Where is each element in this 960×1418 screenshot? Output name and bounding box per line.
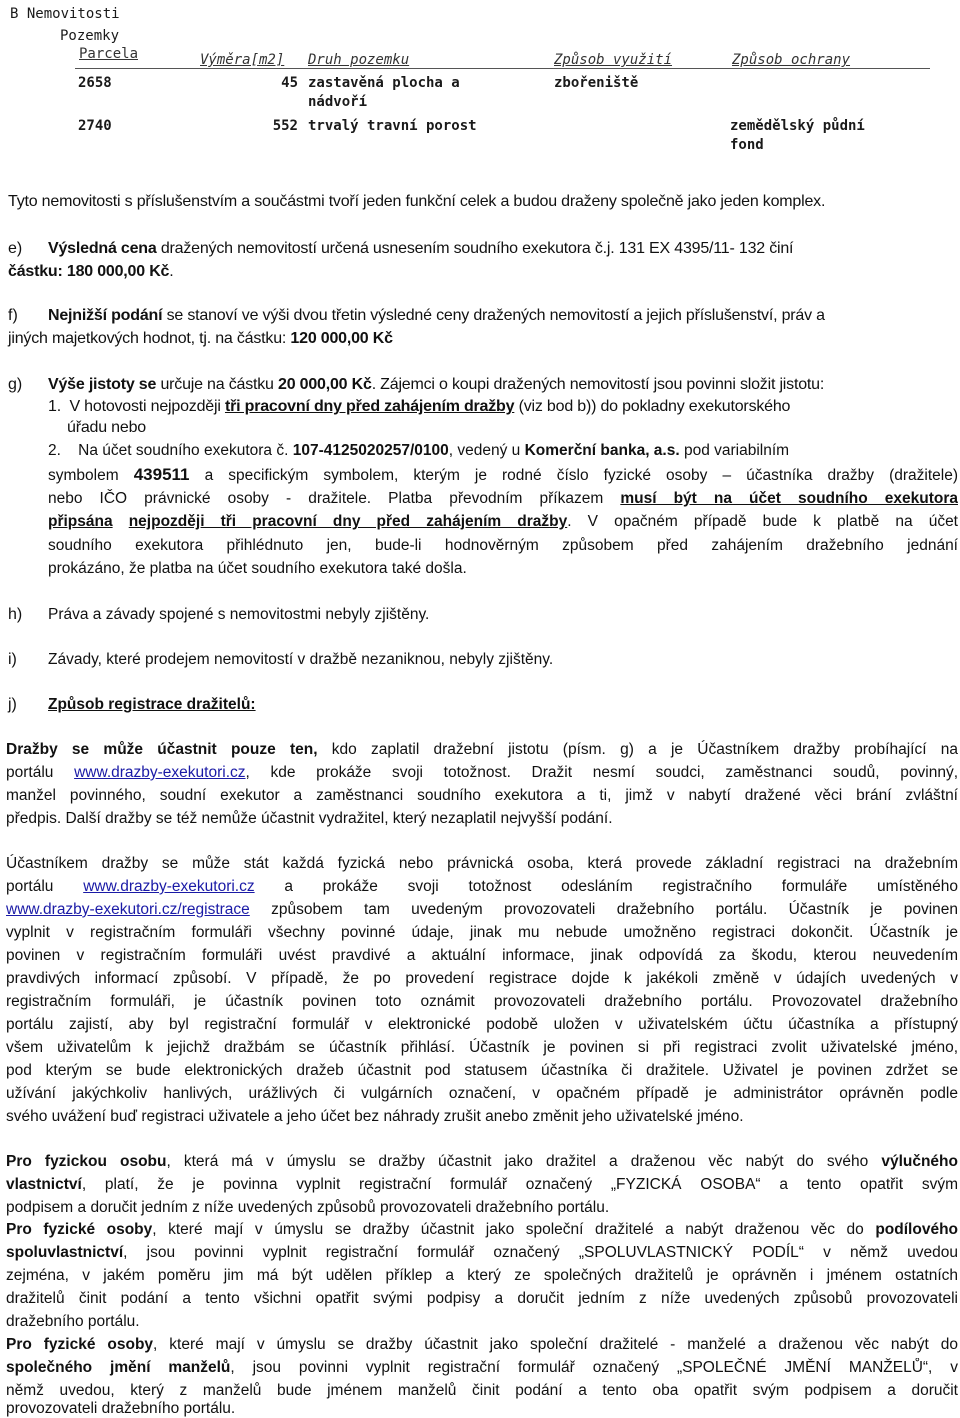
- item-h-label: h): [8, 606, 23, 623]
- item-g-para-l1: symbolem 439511 a specifickým symbolem, kterým je rodné číslo fyzické osoby – účastníka dražby (dražitele): [48, 465, 958, 484]
- parcel-column-header: Parcela: [79, 46, 139, 62]
- item-e-line2: částku: 180 000,00 Kč.: [8, 263, 174, 280]
- para3-l1: Pro fyzickou osobu, která má v úmyslu se dražby účastnit jako dražitel a draženou věc nabýt do svého výlučného: [6, 1153, 958, 1170]
- protection-column-header: Způsob ochrany: [732, 52, 851, 68]
- para1-l4: předpis. Další dražby se též nemůže účastnit vydražitel, který nezaplatil nejvyšší podání.: [6, 810, 613, 827]
- item-j-heading: Způsob registrace dražitelů:: [48, 696, 256, 713]
- para3-l11: němž uvedou, který z manželů bude jménem manželů činit podání a tento oba opatřit svým podpisem a doručit: [6, 1382, 958, 1399]
- item-g-label: g): [8, 376, 23, 393]
- para2-l8: portálu zajistí, aby byl registrační formulář v elektronické podobě uložen v uživatelském účtu účastníka a přístupný: [6, 1016, 958, 1033]
- item-j-label: j): [8, 696, 17, 713]
- item-i-label: i): [8, 651, 17, 668]
- item-g-para-l4: soudního exekutora přihlédnuto jen, bude-li hodnověrným způsobem před zahájením dražebního jednání: [48, 537, 958, 554]
- register-subsection-title: Pozemky: [60, 28, 120, 44]
- item-g-list-2: 2. Na účet soudního exekutora č. 107-4125020257/0100, vedený u Komerční banka, a.s. pod variabilním: [48, 442, 790, 459]
- para3-l6: zejména, v jakém poměru jim má být udělen příklep a který ze společných dražitelů je oprávněn i jménem ostatních: [6, 1267, 958, 1284]
- intro-paragraph: Tyto nemovitosti s příslušenstvím a součástmi tvoří jeden funkční celek a budou draženy společně jako jeden komplex.: [8, 193, 826, 210]
- parcel-area: 552: [272, 118, 298, 134]
- para2-l6: pravdivých informací způsobí. V případě, že po provedení registrace dojde k jakékoli změně v údajích uvedených v: [6, 970, 958, 987]
- para2-l1: Účastníkem dražby se může stát každá fyzická nebo právnická osoba, která provede základní registraci na dražebním: [6, 855, 958, 872]
- para2-l5: povinen v registračním formuláři uvést pravdivé a aktuální informace, jinak odpovídá za škodu, kterou neuvedením: [6, 947, 958, 964]
- item-g-para-l5: prokázáno, že platba na účet soudního exekutora také došla.: [48, 560, 467, 577]
- item-e-line1: Výsledná cena dražených nemovitostí určená usnesením soudního exekutora č.j. 131 EX 4395/11- 132 činí: [48, 240, 794, 257]
- para3-l10: společného jmění manželů, jsou povinni vyplnit registrační formulář označený „SPOLEČNÉ JMĚNÍ MANŽELŮ“, v: [6, 1359, 958, 1376]
- item-g-list-1-cont: úřadu nebo: [67, 419, 146, 436]
- area-column-header: Výměra[m2]: [200, 52, 285, 68]
- para3-l9: Pro fyzické osoby, které mají v úmyslu se dražby účastnit jako společní dražitelé - manželé a draženou věc nabýt do: [6, 1336, 958, 1353]
- para3-l3: podpisem a doručit jedním z níže uvedených způsobů provozovateli dražebního portálu.: [6, 1199, 610, 1216]
- para1-l3: manžel povinného, soudní exekutor a zaměstnanci soudního exekutora a ti, jimž v nabytí dražené věci brání zvláštní: [6, 787, 958, 804]
- parcel-area: 45: [281, 75, 298, 91]
- land-type-column-header: Druh pozemku: [308, 52, 410, 68]
- para3-l5: spoluvlastnictví, jsou povinni vyplnit registrační formulář označený „SPOLUVLASTNICKÝ PODÍL“ v němž uvedou: [6, 1244, 958, 1261]
- para3-l4: Pro fyzické osoby, které mají v úmyslu se dražby účastnit jako společní dražitelé a nabýt draženou věc do podílového: [6, 1221, 958, 1238]
- para1-l1: Dražby se může účastnit pouze ten, kdo zaplatil dražební jistotu (písm. g) a je Účastníkem dražby probíhající na: [6, 741, 958, 758]
- item-f-line1: Nejnižší podání se stanoví ve výši dvou třetin výsledné ceny dražených nemovitostí a jejich příslušenství, práv a: [48, 307, 825, 324]
- para2-l3: www.drazby-exekutori.cz/registrace způsobem tam uvedeným provozovateli dražebního portálu. Účastník je povinen: [6, 901, 958, 918]
- para2-l2: portálu www.drazby-exekutori.cz a prokáže svoji totožnost odesláním registračního formuláře umístěného: [6, 878, 958, 895]
- para2-l12: svého uvážení buď registraci uživatele a jeho účet bez náhrady zrušit anebo změnit jeho uživatelské jméno.: [6, 1108, 744, 1125]
- parcel-number: 2740: [78, 118, 112, 134]
- registration-link[interactable]: www.drazby-exekutori.cz/registrace: [6, 901, 250, 918]
- item-g-para-l3: připsána nejpozději tři pracovní dny před zahájením dražby. V opačném případě bude k platbě na účet: [48, 513, 958, 530]
- para3-l8: dražebního portálu.: [6, 1313, 140, 1330]
- item-g-list-1: 1. V hotovosti nejpozději tři pracovní dny před zahájením dražby (viz bod b)) do pokladny exekutorského: [48, 398, 791, 415]
- header-divider: [75, 68, 930, 69]
- para2-l10: pod kterým se bude elektronických dražeb účastnit pod statusem účastníka či dražitele. Uživatel je povinen zdržet se: [6, 1062, 958, 1079]
- para1-l2: portálu www.drazby-exekutori.cz, kde prokáže svoji totožnost. Dražit nesmí soudci, zaměstnanci soudů, povinný,: [6, 764, 958, 781]
- para2-l7: registračním formuláři, je účastník povinen toto oznámit provozovateli dražebního portálu. Provozovatel dražebního: [6, 993, 958, 1010]
- register-section-title: B Nemovitosti: [10, 6, 120, 22]
- para2-l4: vyplnit v registračním formuláři všechny povinné údaje, jinak mu nebude umožněno registraci dokončit. Účastník je: [6, 924, 958, 941]
- para3-l7: dražitelů činit podání a tento všichni opatřit svými podpisy a doručit jedním z níže uvedených způsobů provozovateli: [6, 1290, 958, 1307]
- portal-link[interactable]: www.drazby-exekutori.cz: [83, 878, 255, 895]
- usage-column-header: Způsob využití: [554, 52, 673, 68]
- item-g-para-l2: nebo IČO právnické osoby - dražitele. Platba převodním příkazem musí být na účet soudního exekutora: [48, 490, 958, 507]
- parcel-protection-cont: fond: [730, 137, 764, 153]
- parcel-land-type-cont: nádvoří: [308, 94, 368, 110]
- parcel-usage: zbořeniště: [554, 75, 639, 91]
- item-f-label: f): [8, 307, 18, 324]
- item-i-text: Závady, které prodejem nemovitostí v dražbě nezaniknou, nebyly zjištěny.: [48, 651, 554, 668]
- item-f-line2: jiných majetkových hodnot, tj. na částku: 120 000,00 Kč: [8, 330, 393, 347]
- item-h-text: Práva a závady spojené s nemovitostmi nebyly zjištěny.: [48, 606, 430, 623]
- para2-l9: všem uživatelům k jejichž dražbám se účastník přihlásí. Účastník je povinen si při registraci zvolit uživatelské jméno,: [6, 1039, 958, 1056]
- parcel-land-type: zastavěná plocha a: [308, 75, 460, 91]
- property-register: [0, 0, 960, 170]
- parcel-land-type: trvalý travní porost: [308, 118, 477, 134]
- item-g-line1: Výše jistoty se určuje na částku 20 000,00 Kč. Zájemci o koupi dražených nemovitostí jsou povinni složit jistotu:: [48, 376, 825, 393]
- para2-l11: užívání jakýchkoliv hanlivých, urážlivých či vulgárních označení, v opačném případě je administrátor oprávněn podle: [6, 1085, 958, 1102]
- parcel-number: 2658: [78, 75, 112, 91]
- parcel-protection: zemědělský půdní: [730, 118, 865, 134]
- para3-l12: provozovateli dražebního portálu.: [6, 1400, 236, 1417]
- portal-link[interactable]: www.drazby-exekutori.cz: [74, 764, 246, 781]
- item-e-label: e): [8, 240, 23, 257]
- para3-l2: vlastnictví, platí, že je povinna vyplnit registrační formulář označený „FYZICKÁ OSOBA“ a tento opatřit svým: [6, 1176, 958, 1193]
